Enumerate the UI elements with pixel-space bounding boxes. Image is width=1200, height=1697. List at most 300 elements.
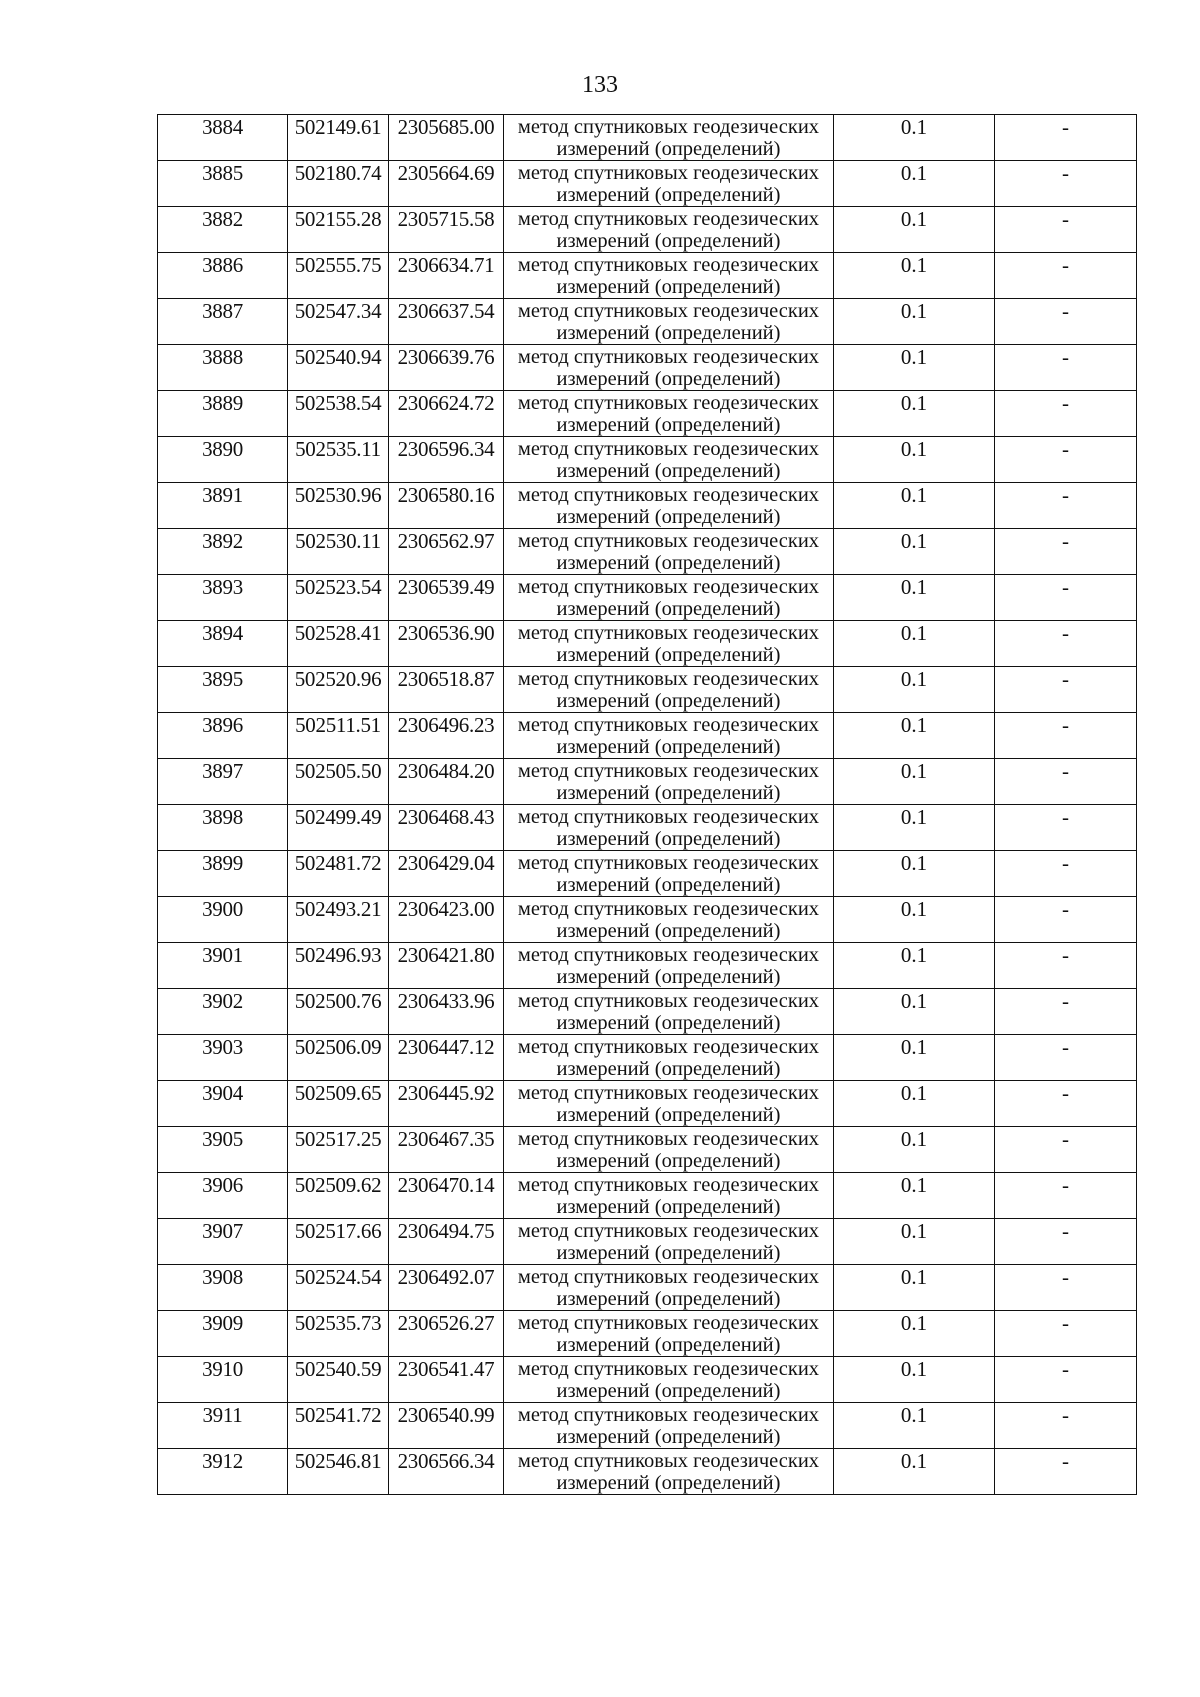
y-coordinate-cell-text: 2306470.14	[397, 1173, 495, 1197]
table-row	[158, 437, 1137, 483]
point-number-cell-text: 3896	[202, 713, 243, 737]
y-coordinate-cell-text: 2306526.27	[397, 1311, 495, 1335]
method-cell	[504, 529, 834, 575]
point-number-cell-text: 3886	[202, 253, 243, 277]
x-coordinate-cell-text: 502511.51	[295, 713, 381, 737]
accuracy-cell-text: 0.1	[900, 713, 928, 737]
x-coordinate-cell-text: 502538.54	[294, 391, 382, 415]
y-coordinate-cell	[389, 667, 504, 713]
method-cell	[504, 1173, 834, 1219]
x-coordinate-cell	[288, 345, 389, 391]
x-coordinate-cell-text: 502530.11	[295, 529, 381, 553]
y-coordinate-cell	[389, 805, 504, 851]
y-coordinate-cell-text: 2306421.80	[397, 943, 495, 967]
note-cell	[995, 391, 1137, 437]
accuracy-cell-text: 0.1	[900, 437, 928, 461]
note-cell-text: -	[1062, 621, 1069, 645]
note-cell-text: -	[1062, 529, 1069, 553]
method-cell-text: метод спутниковых геодезических измерений (определений)	[517, 1128, 820, 1172]
accuracy-cell-text: 0.1	[900, 161, 928, 185]
y-coordinate-cell-text: 2306539.49	[397, 575, 495, 599]
note-cell	[995, 483, 1137, 529]
point-number-cell	[158, 207, 288, 253]
y-coordinate-cell-text: 2306468.43	[397, 805, 495, 829]
x-coordinate-cell	[288, 1265, 389, 1311]
y-coordinate-cell-text: 2306639.76	[397, 345, 495, 369]
accuracy-cell	[834, 667, 995, 713]
method-cell-text: метод спутниковых геодезических измерений (определений)	[517, 116, 820, 160]
note-cell	[995, 161, 1137, 207]
accuracy-cell	[834, 575, 995, 621]
method-cell-text: метод спутниковых геодезических измерений (определений)	[517, 898, 820, 942]
table-row	[158, 805, 1137, 851]
point-number-cell	[158, 1265, 288, 1311]
method-cell-text: метод спутниковых геодезических измерений (определений)	[517, 1266, 820, 1310]
accuracy-cell	[834, 1081, 995, 1127]
y-coordinate-cell	[389, 253, 504, 299]
y-coordinate-cell	[389, 1311, 504, 1357]
note-cell	[995, 1357, 1137, 1403]
x-coordinate-cell	[288, 207, 389, 253]
y-coordinate-cell-text: 2306634.71	[397, 253, 495, 277]
y-coordinate-cell	[389, 483, 504, 529]
point-number-cell-text: 3885	[202, 161, 243, 185]
accuracy-cell	[834, 207, 995, 253]
y-coordinate-cell	[389, 713, 504, 759]
point-number-cell-text: 3905	[202, 1127, 243, 1151]
table-row	[158, 299, 1137, 345]
accuracy-cell	[834, 713, 995, 759]
note-cell-text: -	[1062, 437, 1069, 461]
y-coordinate-cell	[389, 437, 504, 483]
y-coordinate-cell	[389, 115, 504, 161]
x-coordinate-cell-text: 502541.72	[294, 1403, 382, 1427]
y-coordinate-cell-text: 2306596.34	[397, 437, 495, 461]
y-coordinate-cell-text: 2306429.04	[397, 851, 495, 875]
point-number-cell-text: 3906	[202, 1173, 243, 1197]
note-cell-text: -	[1062, 575, 1069, 599]
method-cell	[504, 1219, 834, 1265]
method-cell	[504, 575, 834, 621]
x-coordinate-cell-text: 502493.21	[294, 897, 382, 921]
note-cell	[995, 1035, 1137, 1081]
point-number-cell	[158, 713, 288, 759]
method-cell	[504, 437, 834, 483]
point-number-cell-text: 3895	[202, 667, 243, 691]
point-number-cell	[158, 989, 288, 1035]
point-number-cell-text: 3909	[202, 1311, 243, 1335]
note-cell-text: -	[1062, 1127, 1069, 1151]
method-cell	[504, 345, 834, 391]
note-cell	[995, 1219, 1137, 1265]
x-coordinate-cell-text: 502520.96	[294, 667, 382, 691]
method-cell-text: метод спутниковых геодезических измерений (определений)	[517, 300, 820, 344]
point-number-cell-text: 3903	[202, 1035, 243, 1059]
accuracy-cell	[834, 851, 995, 897]
accuracy-cell	[834, 1357, 995, 1403]
note-cell-text: -	[1062, 759, 1069, 783]
note-cell-text: -	[1062, 805, 1069, 829]
y-coordinate-cell-text: 2306423.00	[397, 897, 495, 921]
x-coordinate-cell-text: 502509.62	[294, 1173, 382, 1197]
note-cell	[995, 1449, 1137, 1495]
accuracy-cell-text: 0.1	[900, 851, 928, 875]
accuracy-cell	[834, 1403, 995, 1449]
point-number-cell	[158, 161, 288, 207]
y-coordinate-cell-text: 2306447.12	[397, 1035, 495, 1059]
accuracy-cell-text: 0.1	[900, 989, 928, 1013]
method-cell	[504, 851, 834, 897]
point-number-cell	[158, 575, 288, 621]
table-row	[158, 391, 1137, 437]
method-cell	[504, 805, 834, 851]
x-coordinate-cell-text: 502530.96	[294, 483, 382, 507]
y-coordinate-cell-text: 2305664.69	[397, 161, 495, 185]
y-coordinate-cell	[389, 575, 504, 621]
note-cell	[995, 989, 1137, 1035]
point-number-cell	[158, 1219, 288, 1265]
accuracy-cell	[834, 391, 995, 437]
point-number-cell-text: 3908	[202, 1265, 243, 1289]
method-cell-text: метод спутниковых геодезических измерений (определений)	[517, 530, 820, 574]
accuracy-cell	[834, 621, 995, 667]
x-coordinate-cell	[288, 989, 389, 1035]
method-cell-text: метод спутниковых геодезических измерений (определений)	[517, 714, 820, 758]
point-number-cell	[158, 897, 288, 943]
table-row	[158, 207, 1137, 253]
point-number-cell	[158, 1127, 288, 1173]
method-cell	[504, 115, 834, 161]
method-cell-text: метод спутниковых геодезических измерений (определений)	[517, 484, 820, 528]
y-coordinate-cell-text: 2306541.47	[397, 1357, 495, 1381]
note-cell	[995, 851, 1137, 897]
x-coordinate-cell-text: 502535.73	[294, 1311, 382, 1335]
note-cell-text: -	[1062, 299, 1069, 323]
accuracy-cell-text: 0.1	[900, 391, 928, 415]
table-row	[158, 161, 1137, 207]
point-number-cell	[158, 667, 288, 713]
x-coordinate-cell	[288, 1035, 389, 1081]
accuracy-cell-text: 0.1	[900, 115, 928, 139]
method-cell	[504, 1035, 834, 1081]
note-cell-text: -	[1062, 897, 1069, 921]
table-row	[158, 943, 1137, 989]
method-cell	[504, 1449, 834, 1495]
method-cell	[504, 759, 834, 805]
y-coordinate-cell-text: 2306518.87	[397, 667, 495, 691]
method-cell	[504, 1265, 834, 1311]
table-row	[158, 1357, 1137, 1403]
x-coordinate-cell	[288, 1403, 389, 1449]
accuracy-cell-text: 0.1	[900, 207, 928, 231]
x-coordinate-cell	[288, 667, 389, 713]
table-row	[158, 1265, 1137, 1311]
point-number-cell-text: 3900	[202, 897, 243, 921]
accuracy-cell	[834, 1173, 995, 1219]
table-row	[158, 713, 1137, 759]
table-row	[158, 1035, 1137, 1081]
accuracy-cell	[834, 1265, 995, 1311]
point-number-cell-text: 3907	[202, 1219, 243, 1243]
note-cell-text: -	[1062, 1035, 1069, 1059]
y-coordinate-cell-text: 2306624.72	[397, 391, 495, 415]
table-row	[158, 897, 1137, 943]
point-number-cell-text: 3911	[202, 1403, 243, 1427]
method-cell-text: метод спутниковых геодезических измерений (определений)	[517, 1082, 820, 1126]
accuracy-cell-text: 0.1	[900, 943, 928, 967]
x-coordinate-cell	[288, 1081, 389, 1127]
accuracy-cell	[834, 1311, 995, 1357]
method-cell-text: метод спутниковых геодезических измерений (определений)	[517, 392, 820, 436]
point-number-cell-text: 3888	[202, 345, 243, 369]
method-cell-text: метод спутниковых геодезических измерений (определений)	[517, 1174, 820, 1218]
method-cell	[504, 621, 834, 667]
accuracy-cell-text: 0.1	[900, 529, 928, 553]
note-cell-text: -	[1062, 1357, 1069, 1381]
note-cell-text: -	[1062, 989, 1069, 1013]
accuracy-cell-text: 0.1	[900, 667, 928, 691]
note-cell-text: -	[1062, 207, 1069, 231]
point-number-cell	[158, 805, 288, 851]
table-row	[158, 345, 1137, 391]
y-coordinate-cell-text: 2306580.16	[397, 483, 495, 507]
table-row	[158, 1219, 1137, 1265]
note-cell	[995, 575, 1137, 621]
x-coordinate-cell-text: 502535.11	[295, 437, 381, 461]
x-coordinate-cell	[288, 483, 389, 529]
note-cell	[995, 207, 1137, 253]
y-coordinate-cell-text: 2306492.07	[397, 1265, 495, 1289]
x-coordinate-cell	[288, 575, 389, 621]
x-coordinate-cell	[288, 805, 389, 851]
y-coordinate-cell	[389, 1035, 504, 1081]
method-cell-text: метод спутниковых геодезических измерений (определений)	[517, 806, 820, 850]
method-cell	[504, 1357, 834, 1403]
x-coordinate-cell	[288, 1357, 389, 1403]
point-number-cell	[158, 299, 288, 345]
table-row	[158, 621, 1137, 667]
note-cell	[995, 667, 1137, 713]
accuracy-cell-text: 0.1	[900, 299, 928, 323]
note-cell-text: -	[1062, 345, 1069, 369]
x-coordinate-cell-text: 502547.34	[294, 299, 382, 323]
note-cell	[995, 805, 1137, 851]
y-coordinate-cell	[389, 207, 504, 253]
x-coordinate-cell-text: 502524.54	[294, 1265, 382, 1289]
accuracy-cell-text: 0.1	[900, 1311, 928, 1335]
y-coordinate-cell-text: 2306496.23	[397, 713, 495, 737]
y-coordinate-cell	[389, 529, 504, 575]
method-cell	[504, 713, 834, 759]
point-number-cell	[158, 1449, 288, 1495]
y-coordinate-cell	[389, 391, 504, 437]
method-cell	[504, 1403, 834, 1449]
table-row	[158, 1127, 1137, 1173]
note-cell-text: -	[1062, 851, 1069, 875]
note-cell	[995, 1265, 1137, 1311]
point-number-cell-text: 3910	[202, 1357, 243, 1381]
note-cell-text: -	[1062, 253, 1069, 277]
note-cell-text: -	[1062, 667, 1069, 691]
table-row	[158, 851, 1137, 897]
y-coordinate-cell	[389, 1219, 504, 1265]
accuracy-cell-text: 0.1	[900, 253, 928, 277]
point-number-cell-text: 3899	[202, 851, 243, 875]
x-coordinate-cell	[288, 1449, 389, 1495]
x-coordinate-cell	[288, 621, 389, 667]
x-coordinate-cell	[288, 1311, 389, 1357]
method-cell	[504, 1311, 834, 1357]
note-cell	[995, 253, 1137, 299]
note-cell-text: -	[1062, 1403, 1069, 1427]
x-coordinate-cell	[288, 529, 389, 575]
method-cell	[504, 253, 834, 299]
x-coordinate-cell	[288, 851, 389, 897]
note-cell-text: -	[1062, 1449, 1069, 1473]
note-cell	[995, 759, 1137, 805]
method-cell-text: метод спутниковых геодезических измерений (определений)	[517, 622, 820, 666]
table-row	[158, 575, 1137, 621]
note-cell	[995, 621, 1137, 667]
method-cell-text: метод спутниковых геодезических измерений (определений)	[517, 162, 820, 206]
y-coordinate-cell	[389, 943, 504, 989]
accuracy-cell-text: 0.1	[900, 1403, 928, 1427]
y-coordinate-cell	[389, 1081, 504, 1127]
y-coordinate-cell	[389, 1127, 504, 1173]
table-row	[158, 253, 1137, 299]
y-coordinate-cell	[389, 1173, 504, 1219]
note-cell	[995, 345, 1137, 391]
y-coordinate-cell	[389, 345, 504, 391]
note-cell-text: -	[1062, 943, 1069, 967]
x-coordinate-cell	[288, 1173, 389, 1219]
note-cell	[995, 1403, 1137, 1449]
accuracy-cell-text: 0.1	[900, 759, 928, 783]
note-cell	[995, 115, 1137, 161]
note-cell-text: -	[1062, 1219, 1069, 1243]
x-coordinate-cell-text: 502528.41	[294, 621, 382, 645]
y-coordinate-cell	[389, 299, 504, 345]
table-row	[158, 115, 1137, 161]
method-cell	[504, 161, 834, 207]
x-coordinate-cell	[288, 391, 389, 437]
point-number-cell	[158, 851, 288, 897]
point-number-cell	[158, 115, 288, 161]
point-number-cell	[158, 253, 288, 299]
table-row	[158, 667, 1137, 713]
accuracy-cell	[834, 943, 995, 989]
y-coordinate-cell-text: 2306536.90	[397, 621, 495, 645]
point-number-cell	[158, 1035, 288, 1081]
page-number: 133	[582, 72, 618, 98]
y-coordinate-cell-text: 2306467.35	[397, 1127, 495, 1151]
point-number-cell-text: 3897	[202, 759, 243, 783]
method-cell-text: метод спутниковых геодезических измерений (определений)	[517, 944, 820, 988]
y-coordinate-cell-text: 2306562.97	[397, 529, 495, 553]
method-cell	[504, 989, 834, 1035]
note-cell-text: -	[1062, 161, 1069, 185]
point-number-cell-text: 3892	[202, 529, 243, 553]
x-coordinate-cell	[288, 115, 389, 161]
method-cell-text: метод спутниковых геодезических измерений (определений)	[517, 668, 820, 712]
note-cell	[995, 713, 1137, 759]
method-cell-text: метод спутниковых геодезических измерений (определений)	[517, 990, 820, 1034]
method-cell	[504, 299, 834, 345]
method-cell	[504, 207, 834, 253]
method-cell	[504, 897, 834, 943]
x-coordinate-cell	[288, 253, 389, 299]
method-cell	[504, 483, 834, 529]
x-coordinate-cell	[288, 759, 389, 805]
y-coordinate-cell-text: 2306637.54	[397, 299, 495, 323]
accuracy-cell	[834, 989, 995, 1035]
note-cell	[995, 897, 1137, 943]
method-cell-text: метод спутниковых геодезических измерений (определений)	[517, 852, 820, 896]
method-cell	[504, 1127, 834, 1173]
point-number-cell-text: 3901	[202, 943, 243, 967]
table-row	[158, 989, 1137, 1035]
accuracy-cell-text: 0.1	[900, 483, 928, 507]
accuracy-cell-text: 0.1	[900, 1035, 928, 1059]
y-coordinate-cell	[389, 1265, 504, 1311]
x-coordinate-cell-text: 502155.28	[294, 207, 382, 231]
x-coordinate-cell	[288, 1127, 389, 1173]
method-cell-text: метод спутниковых геодезических измерений (определений)	[517, 346, 820, 390]
x-coordinate-cell-text: 502523.54	[294, 575, 382, 599]
accuracy-cell-text: 0.1	[900, 1357, 928, 1381]
x-coordinate-cell	[288, 943, 389, 989]
point-number-cell	[158, 1357, 288, 1403]
y-coordinate-cell-text: 2306566.34	[397, 1449, 495, 1473]
accuracy-cell	[834, 345, 995, 391]
note-cell	[995, 1173, 1137, 1219]
method-cell-text: метод спутниковых геодезических измерений (определений)	[517, 438, 820, 482]
point-number-cell	[158, 1403, 288, 1449]
point-number-cell-text: 3884	[202, 115, 243, 139]
point-number-cell-text: 3887	[202, 299, 243, 323]
accuracy-cell-text: 0.1	[900, 345, 928, 369]
accuracy-cell-text: 0.1	[900, 1127, 928, 1151]
table-row	[158, 1449, 1137, 1495]
point-number-cell	[158, 1173, 288, 1219]
point-number-cell-text: 3894	[202, 621, 243, 645]
y-coordinate-cell-text: 2306494.75	[397, 1219, 495, 1243]
accuracy-cell-text: 0.1	[900, 1173, 928, 1197]
point-number-cell-text: 3882	[202, 207, 243, 231]
method-cell-text: метод спутниковых геодезических измерений (определений)	[517, 760, 820, 804]
y-coordinate-cell-text: 2306484.20	[397, 759, 495, 783]
y-coordinate-cell	[389, 759, 504, 805]
x-coordinate-cell	[288, 161, 389, 207]
table-row	[158, 529, 1137, 575]
point-number-cell	[158, 345, 288, 391]
x-coordinate-cell-text: 502149.61	[294, 115, 382, 139]
coordinates-table-body	[158, 115, 1137, 1495]
point-number-cell	[158, 759, 288, 805]
note-cell-text: -	[1062, 391, 1069, 415]
accuracy-cell-text: 0.1	[900, 805, 928, 829]
note-cell-text: -	[1062, 483, 1069, 507]
note-cell	[995, 299, 1137, 345]
table-row	[158, 1403, 1137, 1449]
method-cell-text: метод спутниковых геодезических измерений (определений)	[517, 576, 820, 620]
point-number-cell-text: 3898	[202, 805, 243, 829]
accuracy-cell	[834, 529, 995, 575]
x-coordinate-cell	[288, 437, 389, 483]
method-cell-text: метод спутниковых геодезических измерений (определений)	[517, 254, 820, 298]
method-cell-text: метод спутниковых геодезических измерений (определений)	[517, 1036, 820, 1080]
point-number-cell	[158, 437, 288, 483]
